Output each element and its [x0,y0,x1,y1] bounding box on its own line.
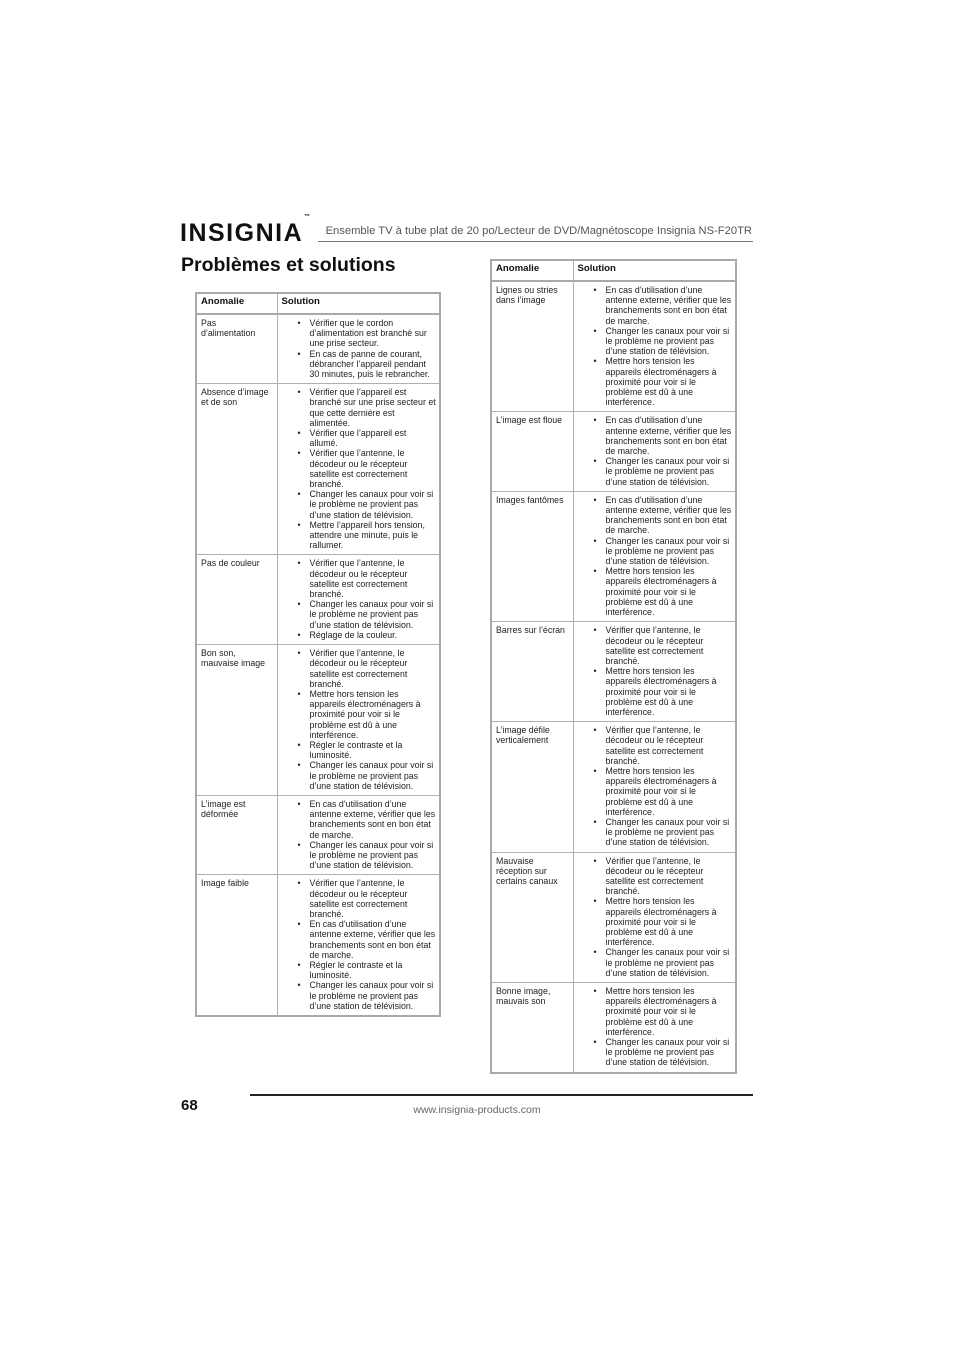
anomalie-cell: L’image défile verticalement [491,722,573,852]
column-header-solution: Solution [573,260,736,281]
table-row [491,412,736,491]
solution-list [281,387,437,550]
solution-list [577,986,733,1068]
table-row [491,722,736,852]
solution-item: • Vérifier que le cordon d’alimentation est branché sur une prise secteur. [281,318,437,349]
table-row [196,645,440,796]
solution-item: • En cas d’utilisation d’une antenne externe, vérifier que les branchements sont en bon état de marche. [577,285,733,326]
solution-item: • Mettre hors tension les appareils électroménagers à proximité pour voir si le problème est dû à une interférence. [577,356,733,407]
anomalie-cell: L’image est floue [491,412,573,491]
solution-item: • Vérifier que l’antenne, le décodeur ou le récepteur satellite est correctement branché. [281,878,437,919]
solution-item: • Mettre hors tension les appareils électroménagers à proximité pour voir si le problème est dû à une interférence. [577,896,733,947]
footer-divider [250,1094,753,1096]
solution-item: • Mettre hors tension les appareils électroménagers à proximité pour voir si le problème est dû à une interférence. [281,689,437,740]
solution-list [281,318,437,379]
solution-item: • Changer les canaux pour voir si le problème ne provient pas d’une station de télévision. [577,326,733,357]
solution-item: • En cas d’utilisation d’une antenne externe, vérifier que les branchements sont en bon état de marche. [281,919,437,960]
solution-cell [573,491,736,621]
solution-cell [277,645,440,796]
table-row [491,983,736,1073]
solution-item: • Mettre hors tension les appareils électroménagers à proximité pour voir si le problème est dû à une interférence. [577,666,733,717]
solution-cell [573,852,736,982]
troubleshooting-table-right [490,259,737,1074]
solution-item: • Changer les canaux pour voir si le problème ne provient pas d’une station de télévision. [577,1037,733,1068]
solution-item: • Régler le contraste et la luminosité. [281,960,437,980]
solution-item: • Mettre hors tension les appareils électroménagers à proximité pour voir si le problème est dû à une interférence. [577,986,733,1037]
solution-item: • Vérifier que l’antenne, le décodeur ou le récepteur satellite est correctement branché. [577,856,733,897]
table-header-row [196,293,440,314]
solution-item: • Mettre hors tension les appareils électroménagers à proximité pour voir si le problème est dû à une interférence. [577,566,733,617]
table-row [196,384,440,555]
anomalie-cell: Bon son, mauvaise image [196,645,277,796]
solution-cell [277,314,440,384]
page-number: 68 [181,1097,198,1114]
solution-cell [573,622,736,722]
solution-item: • Vérifier que l’appareil est branché sur une prise secteur et que cette dernière est alimentée. [281,387,437,428]
solution-item: • Vérifier que l’appareil est allumé. [281,428,437,448]
solution-item: • Vérifier que l’antenne, le décodeur ou le récepteur satellite est correctement branché. [577,625,733,666]
anomalie-cell: Lignes ou stries dans l’image [491,281,573,412]
table-row [196,795,440,874]
anomalie-cell: Pas d’alimentation [196,314,277,384]
solution-item: • Changer les canaux pour voir si le problème ne provient pas d’une station de télévision. [577,456,733,487]
solution-cell [573,412,736,491]
insignia-logo [180,213,311,248]
solution-list [577,415,733,486]
footer-url: www.insignia-products.com [413,1104,541,1116]
table-row [491,281,736,412]
table-header-row [491,260,736,281]
solution-item: • Régler le contraste et la luminosité. [281,740,437,760]
table-row [491,852,736,982]
column-header-solution: Solution [277,293,440,314]
solution-item: • Vérifier que l’antenne, le décodeur ou le récepteur satellite est correctement branché. [281,448,437,489]
page-title: Problèmes et solutions [181,254,396,276]
troubleshooting-table-left [195,292,441,1017]
anomalie-cell: Pas de couleur [196,555,277,645]
solution-item: • Changer les canaux pour voir si le problème ne provient pas d’une station de télévision. [281,980,437,1011]
solution-list [577,856,733,978]
solution-item: • En cas de panne de courant, débrancher l’appareil pendant 30 minutes, puis le rebrancher. [281,349,437,380]
table-row [491,622,736,722]
solution-list [577,495,733,617]
table-row [196,314,440,384]
solution-item: • Changer les canaux pour voir si le problème ne provient pas d’une station de télévision. [281,840,437,871]
anomalie-cell: L’image est déformée [196,795,277,874]
solution-cell [277,384,440,555]
solution-item: • Vérifier que l’antenne, le décodeur ou le récepteur satellite est correctement branché. [281,648,437,689]
solution-item: • Changer les canaux pour voir si le problème ne provient pas d’une station de télévision. [577,536,733,567]
solution-list [281,799,437,870]
solution-item: • Changer les canaux pour voir si le problème ne provient pas d’une station de télévision. [281,599,437,630]
solution-cell [277,795,440,874]
solution-item: • Mettre hors tension les appareils électroménagers à proximité pour voir si le problème est dû à une interférence. [577,766,733,817]
solution-list [281,878,437,1011]
solution-list [577,285,733,407]
solution-item: • Réglage de la couleur. [281,630,437,640]
solution-list [281,558,437,640]
anomalie-cell: Mauvaise réception sur certains canaux [491,852,573,982]
header-divider [318,241,753,242]
solution-item: • Changer les canaux pour voir si le problème ne provient pas d’une station de télévision. [281,489,437,520]
logo-text: INSIGNIA [180,219,304,247]
anomalie-cell: Barres sur l’écran [491,622,573,722]
column-header-anomalie: Anomalie [196,293,277,314]
column-header-anomalie: Anomalie [491,260,573,281]
solution-cell [573,281,736,412]
solution-item: • Mettre l’appareil hors tension, attendre une minute, puis le rallumer. [281,520,437,551]
solution-item: • Vérifier que l’antenne, le décodeur ou le récepteur satellite est correctement branché. [577,725,733,766]
solution-item: • Changer les canaux pour voir si le problème ne provient pas d’une station de télévision. [577,817,733,848]
solution-item: • Changer les canaux pour voir si le problème ne provient pas d’une station de télévision. [577,947,733,978]
solution-cell [277,555,440,645]
solution-item: • Vérifier que l’antenne, le décodeur ou le récepteur satellite est correctement branché. [281,558,437,599]
solution-item: • En cas d’utilisation d’une antenne externe, vérifier que les branchements sont en bon état de marche. [577,495,733,536]
solution-item: • Changer les canaux pour voir si le problème ne provient pas d’une station de télévision. [281,760,437,791]
solution-item: • En cas d’utilisation d’une antenne externe, vérifier que les branchements sont en bon état de marche. [281,799,437,840]
anomalie-cell: Images fantômes [491,491,573,621]
solution-list [281,648,437,791]
anomalie-cell: Bonne image, mauvais son [491,983,573,1073]
solution-list [577,725,733,847]
document-title: Ensemble TV à tube plat de 20 po/Lecteur de DVD/Magnétoscope Insignia NS-F20TR [325,225,752,237]
solution-item: • En cas d’utilisation d’une antenne externe, vérifier que les branchements sont en bon état de marche. [577,415,733,456]
solution-cell [277,875,440,1016]
table-row [196,555,440,645]
anomalie-cell: Image faible [196,875,277,1016]
solution-cell [573,983,736,1073]
solution-cell [573,722,736,852]
logo-trademark: ™ [304,213,311,220]
solution-list [577,625,733,717]
table-row [491,491,736,621]
table-row [196,875,440,1016]
anomalie-cell: Absence d’image et de son [196,384,277,555]
